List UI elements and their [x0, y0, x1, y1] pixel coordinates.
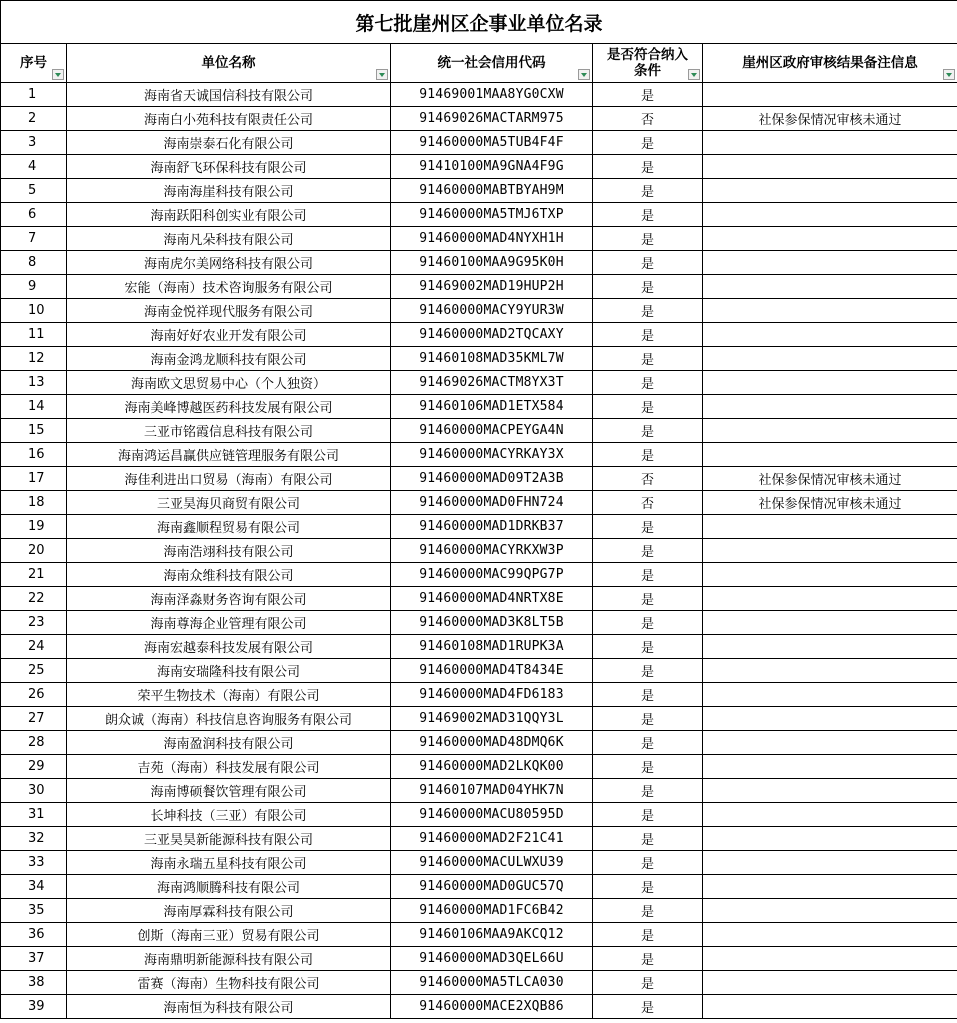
cell-credit-code[interactable]: 91460106MAD1ETX584: [391, 395, 593, 419]
cell-review-note[interactable]: [703, 443, 957, 467]
cell-credit-code[interactable]: 91460000MAD0FHN724: [391, 491, 593, 515]
cell-review-note[interactable]: 社保参保情况审核未通过: [703, 491, 957, 515]
cell-no[interactable]: 14: [1, 395, 67, 419]
cell-eligible[interactable]: 是: [593, 371, 703, 395]
cell-credit-code[interactable]: 91460000MACU80595D: [391, 803, 593, 827]
header-no: [1, 44, 67, 83]
cell-company-name[interactable]: 海南博硕餐饮管理有限公司: [67, 779, 391, 803]
cell-eligible[interactable]: 是: [593, 851, 703, 875]
cell-company-name[interactable]: 海南舒飞环保科技有限公司: [67, 155, 391, 179]
cell-company-name[interactable]: 海南厚霖科技有限公司: [67, 899, 391, 923]
cell-eligible[interactable]: 是: [593, 803, 703, 827]
cell-company-name[interactable]: 吉苑（海南）科技发展有限公司: [67, 755, 391, 779]
table-row: [1, 299, 957, 323]
cell-review-note[interactable]: [703, 707, 957, 731]
cell-credit-code[interactable]: 91460000MACYRKXW3P: [391, 539, 593, 563]
table-row: [1, 635, 957, 659]
cell-eligible[interactable]: 是: [593, 755, 703, 779]
cell-no[interactable]: 37: [1, 947, 67, 971]
cell-review-note[interactable]: [703, 875, 957, 899]
cell-credit-code[interactable]: 91460000MAD09T2A3B: [391, 467, 593, 491]
table-row: [1, 395, 957, 419]
cell-company-name[interactable]: 海南跃阳科创实业有限公司: [67, 203, 391, 227]
cell-no[interactable]: 26: [1, 683, 67, 707]
cell-eligible[interactable]: 是: [593, 179, 703, 203]
cell-review-note[interactable]: 社保参保情况审核未通过: [703, 467, 957, 491]
cell-review-note[interactable]: [703, 419, 957, 443]
table-row: [1, 683, 957, 707]
cell-review-note[interactable]: [703, 803, 957, 827]
cell-company-name[interactable]: 海南海崖科技有限公司: [67, 179, 391, 203]
table-row: [1, 275, 957, 299]
cell-credit-code[interactable]: 91469002MAD19HUP2H: [391, 275, 593, 299]
table-row: [1, 515, 957, 539]
table-row: [1, 779, 957, 803]
cell-credit-code[interactable]: 91469001MAA8YG0CXW: [391, 83, 593, 107]
cell-review-note[interactable]: [703, 539, 957, 563]
cell-company-name[interactable]: 宏能（海南）技术咨询服务有限公司: [67, 275, 391, 299]
cell-credit-code[interactable]: 91469002MAD31QQY3L: [391, 707, 593, 731]
cell-no[interactable]: 38: [1, 971, 67, 995]
cell-review-note[interactable]: [703, 923, 957, 947]
cell-eligible[interactable]: 是: [593, 659, 703, 683]
cell-eligible[interactable]: 是: [593, 299, 703, 323]
cell-eligible[interactable]: 是: [593, 131, 703, 155]
table-row: [1, 923, 957, 947]
cell-review-note[interactable]: [703, 227, 957, 251]
cell-review-note[interactable]: [703, 827, 957, 851]
cell-no[interactable]: 27: [1, 707, 67, 731]
cell-no[interactable]: 3: [1, 131, 67, 155]
cell-credit-code[interactable]: 91460107MAD04YHK7N: [391, 779, 593, 803]
cell-review-note[interactable]: [703, 299, 957, 323]
cell-credit-code[interactable]: 91460000MACPEYGA4N: [391, 419, 593, 443]
table-row: [1, 707, 957, 731]
cell-no[interactable]: 11: [1, 323, 67, 347]
cell-review-note[interactable]: 社保参保情况审核未通过: [703, 107, 957, 131]
table-row: [1, 179, 957, 203]
cell-company-name[interactable]: 海南恒为科技有限公司: [67, 995, 391, 1019]
table-row: [1, 467, 957, 491]
cell-company-name[interactable]: 海南好好农业开发有限公司: [67, 323, 391, 347]
cell-no[interactable]: 4: [1, 155, 67, 179]
cell-company-name[interactable]: 三亚市铭霞信息科技有限公司: [67, 419, 391, 443]
table-row: [1, 611, 957, 635]
header-name: [67, 44, 391, 83]
cell-no[interactable]: 16: [1, 443, 67, 467]
cell-company-name[interactable]: 海南盈润科技有限公司: [67, 731, 391, 755]
header-name-label: 单位名称: [201, 55, 256, 71]
cell-review-note[interactable]: [703, 947, 957, 971]
cell-review-note[interactable]: [703, 179, 957, 203]
table-row: [1, 803, 957, 827]
table-row: [1, 83, 957, 107]
cell-review-note[interactable]: [703, 155, 957, 179]
cell-review-note[interactable]: [703, 515, 957, 539]
cell-credit-code[interactable]: 91460000MAD2F21C41: [391, 827, 593, 851]
cell-credit-code[interactable]: 91460000MAC99QPG7P: [391, 563, 593, 587]
cell-no[interactable]: 31: [1, 803, 67, 827]
cell-credit-code[interactable]: 91460000MABTBYAH9M: [391, 179, 593, 203]
table-row: [1, 347, 957, 371]
cell-credit-code[interactable]: 91460000MAD1FC6B42: [391, 899, 593, 923]
cell-eligible[interactable]: 是: [593, 995, 703, 1019]
cell-company-name[interactable]: 海南欧文思贸易中心（个人独资）: [67, 371, 391, 395]
cell-review-note[interactable]: [703, 611, 957, 635]
cell-review-note[interactable]: [703, 755, 957, 779]
table-row: [1, 155, 957, 179]
table-row: [1, 371, 957, 395]
cell-company-name[interactable]: 海南泽淼财务咨询有限公司: [67, 587, 391, 611]
cell-review-note[interactable]: [703, 635, 957, 659]
cell-eligible[interactable]: 否: [593, 467, 703, 491]
header-eligible: [593, 44, 703, 83]
table-row: [1, 851, 957, 875]
cell-review-note[interactable]: [703, 683, 957, 707]
cell-no[interactable]: 33: [1, 851, 67, 875]
cell-review-note[interactable]: [703, 395, 957, 419]
cell-credit-code[interactable]: 91410100MA9GNA4F9G: [391, 155, 593, 179]
cell-credit-code[interactable]: 91469026MACTM8YX3T: [391, 371, 593, 395]
table-row: [1, 563, 957, 587]
cell-company-name[interactable]: 海南安瑞隆科技有限公司: [67, 659, 391, 683]
cell-company-name[interactable]: 海南白小苑科技有限责任公司: [67, 107, 391, 131]
table-row: [1, 875, 957, 899]
cell-company-name[interactable]: 创斯（海南三亚）贸易有限公司: [67, 923, 391, 947]
cell-no[interactable]: 22: [1, 587, 67, 611]
cell-no[interactable]: 36: [1, 923, 67, 947]
cell-credit-code[interactable]: 91460000MACE2XQB86: [391, 995, 593, 1019]
cell-company-name[interactable]: 海南鸿顺腾科技有限公司: [67, 875, 391, 899]
cell-eligible[interactable]: 是: [593, 83, 703, 107]
cell-eligible[interactable]: 是: [593, 563, 703, 587]
cell-eligible[interactable]: 是: [593, 515, 703, 539]
header-code: [391, 44, 593, 83]
cell-eligible[interactable]: 是: [593, 779, 703, 803]
cell-eligible[interactable]: 是: [593, 923, 703, 947]
cell-no[interactable]: 20: [1, 539, 67, 563]
cell-no[interactable]: 13: [1, 371, 67, 395]
cell-eligible[interactable]: 否: [593, 491, 703, 515]
cell-no[interactable]: 7: [1, 227, 67, 251]
table-row: [1, 659, 957, 683]
cell-review-note[interactable]: [703, 275, 957, 299]
cell-eligible[interactable]: 是: [593, 251, 703, 275]
cell-company-name[interactable]: 海南永瑞五星科技有限公司: [67, 851, 391, 875]
header-note-label: 崖州区政府审核结果备注信息: [742, 55, 918, 71]
cell-eligible[interactable]: 是: [593, 443, 703, 467]
filter-dropdown-icon[interactable]: [578, 69, 590, 80]
cell-company-name[interactable]: 海南虎尔美网络科技有限公司: [67, 251, 391, 275]
cell-no[interactable]: 29: [1, 755, 67, 779]
table-row: [1, 323, 957, 347]
cell-no[interactable]: 6: [1, 203, 67, 227]
cell-credit-code[interactable]: 91460000MACYRKAY3X: [391, 443, 593, 467]
cell-credit-code[interactable]: 91460000MAD4NYXH1H: [391, 227, 593, 251]
cell-review-note[interactable]: [703, 659, 957, 683]
cell-no[interactable]: 21: [1, 563, 67, 587]
table-row: [1, 491, 957, 515]
cell-eligible[interactable]: 是: [593, 827, 703, 851]
cell-credit-code[interactable]: 91460000MA5TMJ6TXP: [391, 203, 593, 227]
header-note: [703, 44, 957, 83]
table-title: 第七批崖州区企事业单位名录: [1, 1, 957, 44]
cell-no[interactable]: 25: [1, 659, 67, 683]
cell-review-note[interactable]: [703, 347, 957, 371]
cell-credit-code[interactable]: 91460000MAD0GUC57Q: [391, 875, 593, 899]
cell-no[interactable]: 23: [1, 611, 67, 635]
table-row: [1, 971, 957, 995]
cell-eligible[interactable]: 是: [593, 731, 703, 755]
cell-credit-code[interactable]: 91460000MAD4FD6183: [391, 683, 593, 707]
cell-review-note[interactable]: [703, 203, 957, 227]
cell-credit-code[interactable]: 91469026MACTARM975: [391, 107, 593, 131]
cell-no[interactable]: 32: [1, 827, 67, 851]
cell-no[interactable]: 24: [1, 635, 67, 659]
table-row: [1, 107, 957, 131]
header-row: [1, 44, 957, 83]
filter-dropdown-icon[interactable]: [943, 69, 955, 80]
cell-credit-code[interactable]: 91460000MAD3K8LT5B: [391, 611, 593, 635]
table-row: [1, 899, 957, 923]
cell-credit-code[interactable]: 91460000MACY9YUR3W: [391, 299, 593, 323]
filter-dropdown-icon[interactable]: [52, 69, 64, 80]
cell-no[interactable]: 19: [1, 515, 67, 539]
cell-eligible[interactable]: 是: [593, 227, 703, 251]
cell-eligible[interactable]: 是: [593, 347, 703, 371]
cell-company-name[interactable]: 长坤科技（三亚）有限公司: [67, 803, 391, 827]
cell-no[interactable]: 28: [1, 731, 67, 755]
cell-no[interactable]: 15: [1, 419, 67, 443]
filter-dropdown-icon[interactable]: [688, 69, 700, 80]
cell-no[interactable]: 8: [1, 251, 67, 275]
cell-eligible[interactable]: 是: [593, 155, 703, 179]
cell-no[interactable]: 17: [1, 467, 67, 491]
table-row: [1, 995, 957, 1019]
cell-review-note[interactable]: [703, 971, 957, 995]
cell-no[interactable]: 9: [1, 275, 67, 299]
table-row: [1, 419, 957, 443]
cell-eligible[interactable]: 是: [593, 875, 703, 899]
cell-eligible[interactable]: 是: [593, 395, 703, 419]
table-row: [1, 947, 957, 971]
cell-credit-code[interactable]: 91460000MAD2LKQK00: [391, 755, 593, 779]
cell-no[interactable]: 18: [1, 491, 67, 515]
cell-company-name[interactable]: 海南鑫顺程贸易有限公司: [67, 515, 391, 539]
cell-company-name[interactable]: 海佳利进出口贸易（海南）有限公司: [67, 467, 391, 491]
cell-eligible[interactable]: 是: [593, 683, 703, 707]
cell-no[interactable]: 2: [1, 107, 67, 131]
cell-eligible[interactable]: 是: [593, 419, 703, 443]
cell-company-name[interactable]: 海南崇泰石化有限公司: [67, 131, 391, 155]
cell-company-name[interactable]: 雷赛（海南）生物科技有限公司: [67, 971, 391, 995]
table-row: [1, 587, 957, 611]
cell-no[interactable]: 35: [1, 899, 67, 923]
cell-review-note[interactable]: [703, 899, 957, 923]
cell-credit-code[interactable]: 91460106MAA9AKCQ12: [391, 923, 593, 947]
cell-eligible[interactable]: 是: [593, 587, 703, 611]
header-no-label: 序号: [20, 55, 47, 71]
cell-eligible[interactable]: 是: [593, 275, 703, 299]
cell-company-name[interactable]: 海南宏越泰科技发展有限公司: [67, 635, 391, 659]
cell-eligible[interactable]: 是: [593, 971, 703, 995]
cell-review-note[interactable]: [703, 731, 957, 755]
cell-eligible[interactable]: 是: [593, 323, 703, 347]
cell-credit-code[interactable]: 91460000MAD1DRKB37: [391, 515, 593, 539]
cell-company-name[interactable]: 朗众诚（海南）科技信息咨询服务有限公司: [67, 707, 391, 731]
cell-no[interactable]: 34: [1, 875, 67, 899]
cell-eligible[interactable]: 是: [593, 635, 703, 659]
cell-review-note[interactable]: [703, 995, 957, 1019]
cell-credit-code[interactable]: 91460000MAD4NRTX8E: [391, 587, 593, 611]
table-row: [1, 203, 957, 227]
cell-no[interactable]: 10: [1, 299, 67, 323]
cell-company-name[interactable]: 海南鸿运昌赢供应链管理服务有限公司: [67, 443, 391, 467]
cell-credit-code[interactable]: 91460000MA5TUB4F4F: [391, 131, 593, 155]
header-code-label: 统一社会信用代码: [437, 55, 546, 71]
cell-eligible[interactable]: 是: [593, 203, 703, 227]
table-row: [1, 131, 957, 155]
filter-dropdown-icon[interactable]: [376, 69, 388, 80]
cell-company-name[interactable]: 荣平生物技术（海南）有限公司: [67, 683, 391, 707]
cell-no[interactable]: 30: [1, 779, 67, 803]
cell-credit-code[interactable]: 91460108MAD1RUPK3A: [391, 635, 593, 659]
cell-company-name[interactable]: 三亚昊海贝商贸有限公司: [67, 491, 391, 515]
cell-credit-code[interactable]: 91460108MAD35KML7W: [391, 347, 593, 371]
cell-credit-code[interactable]: 91460000MA5TLCA030: [391, 971, 593, 995]
cell-credit-code[interactable]: 91460000MAD48DMQ6K: [391, 731, 593, 755]
cell-company-name[interactable]: 海南鼎明新能源科技有限公司: [67, 947, 391, 971]
cell-eligible[interactable]: 是: [593, 539, 703, 563]
table-row: [1, 755, 957, 779]
cell-eligible[interactable]: 是: [593, 707, 703, 731]
cell-credit-code[interactable]: 91460100MAA9G95K0H: [391, 251, 593, 275]
cell-eligible[interactable]: 是: [593, 611, 703, 635]
cell-no[interactable]: 5: [1, 179, 67, 203]
cell-eligible[interactable]: 否: [593, 107, 703, 131]
cell-no[interactable]: 39: [1, 995, 67, 1019]
cell-no[interactable]: 12: [1, 347, 67, 371]
cell-review-note[interactable]: [703, 587, 957, 611]
cell-credit-code[interactable]: 91460000MAD4T8434E: [391, 659, 593, 683]
cell-review-note[interactable]: [703, 83, 957, 107]
cell-eligible[interactable]: 是: [593, 899, 703, 923]
table-row: [1, 443, 957, 467]
header-eligible-label: 是否符合纳入条件: [607, 47, 688, 79]
cell-company-name[interactable]: 海南省天诚国信科技有限公司: [67, 83, 391, 107]
cell-company-name[interactable]: 海南尊海企业管理有限公司: [67, 611, 391, 635]
cell-company-name[interactable]: 海南金悦祥现代服务有限公司: [67, 299, 391, 323]
table-row: [1, 827, 957, 851]
cell-company-name[interactable]: 三亚昊昊新能源科技有限公司: [67, 827, 391, 851]
cell-review-note[interactable]: [703, 563, 957, 587]
cell-no[interactable]: 1: [1, 83, 67, 107]
cell-credit-code[interactable]: 91460000MAD2TQCAXY: [391, 323, 593, 347]
cell-review-note[interactable]: [703, 131, 957, 155]
cell-company-name[interactable]: 海南美峰博越医药科技发展有限公司: [67, 395, 391, 419]
cell-eligible[interactable]: 是: [593, 947, 703, 971]
cell-company-name[interactable]: 海南浩翊科技有限公司: [67, 539, 391, 563]
cell-credit-code[interactable]: 91460000MACULWXU39: [391, 851, 593, 875]
table-row: [1, 731, 957, 755]
table-row: [1, 539, 957, 563]
cell-company-name[interactable]: 海南金鸿龙顺科技有限公司: [67, 347, 391, 371]
cell-credit-code[interactable]: 91460000MAD3QEL66U: [391, 947, 593, 971]
cell-company-name[interactable]: 海南众维科技有限公司: [67, 563, 391, 587]
title-row: [1, 1, 957, 44]
cell-review-note[interactable]: [703, 851, 957, 875]
cell-review-note[interactable]: [703, 779, 957, 803]
table-row: [1, 227, 957, 251]
cell-review-note[interactable]: [703, 251, 957, 275]
table-row: [1, 251, 957, 275]
cell-review-note[interactable]: [703, 323, 957, 347]
cell-review-note[interactable]: [703, 371, 957, 395]
cell-company-name[interactable]: 海南凡朵科技有限公司: [67, 227, 391, 251]
